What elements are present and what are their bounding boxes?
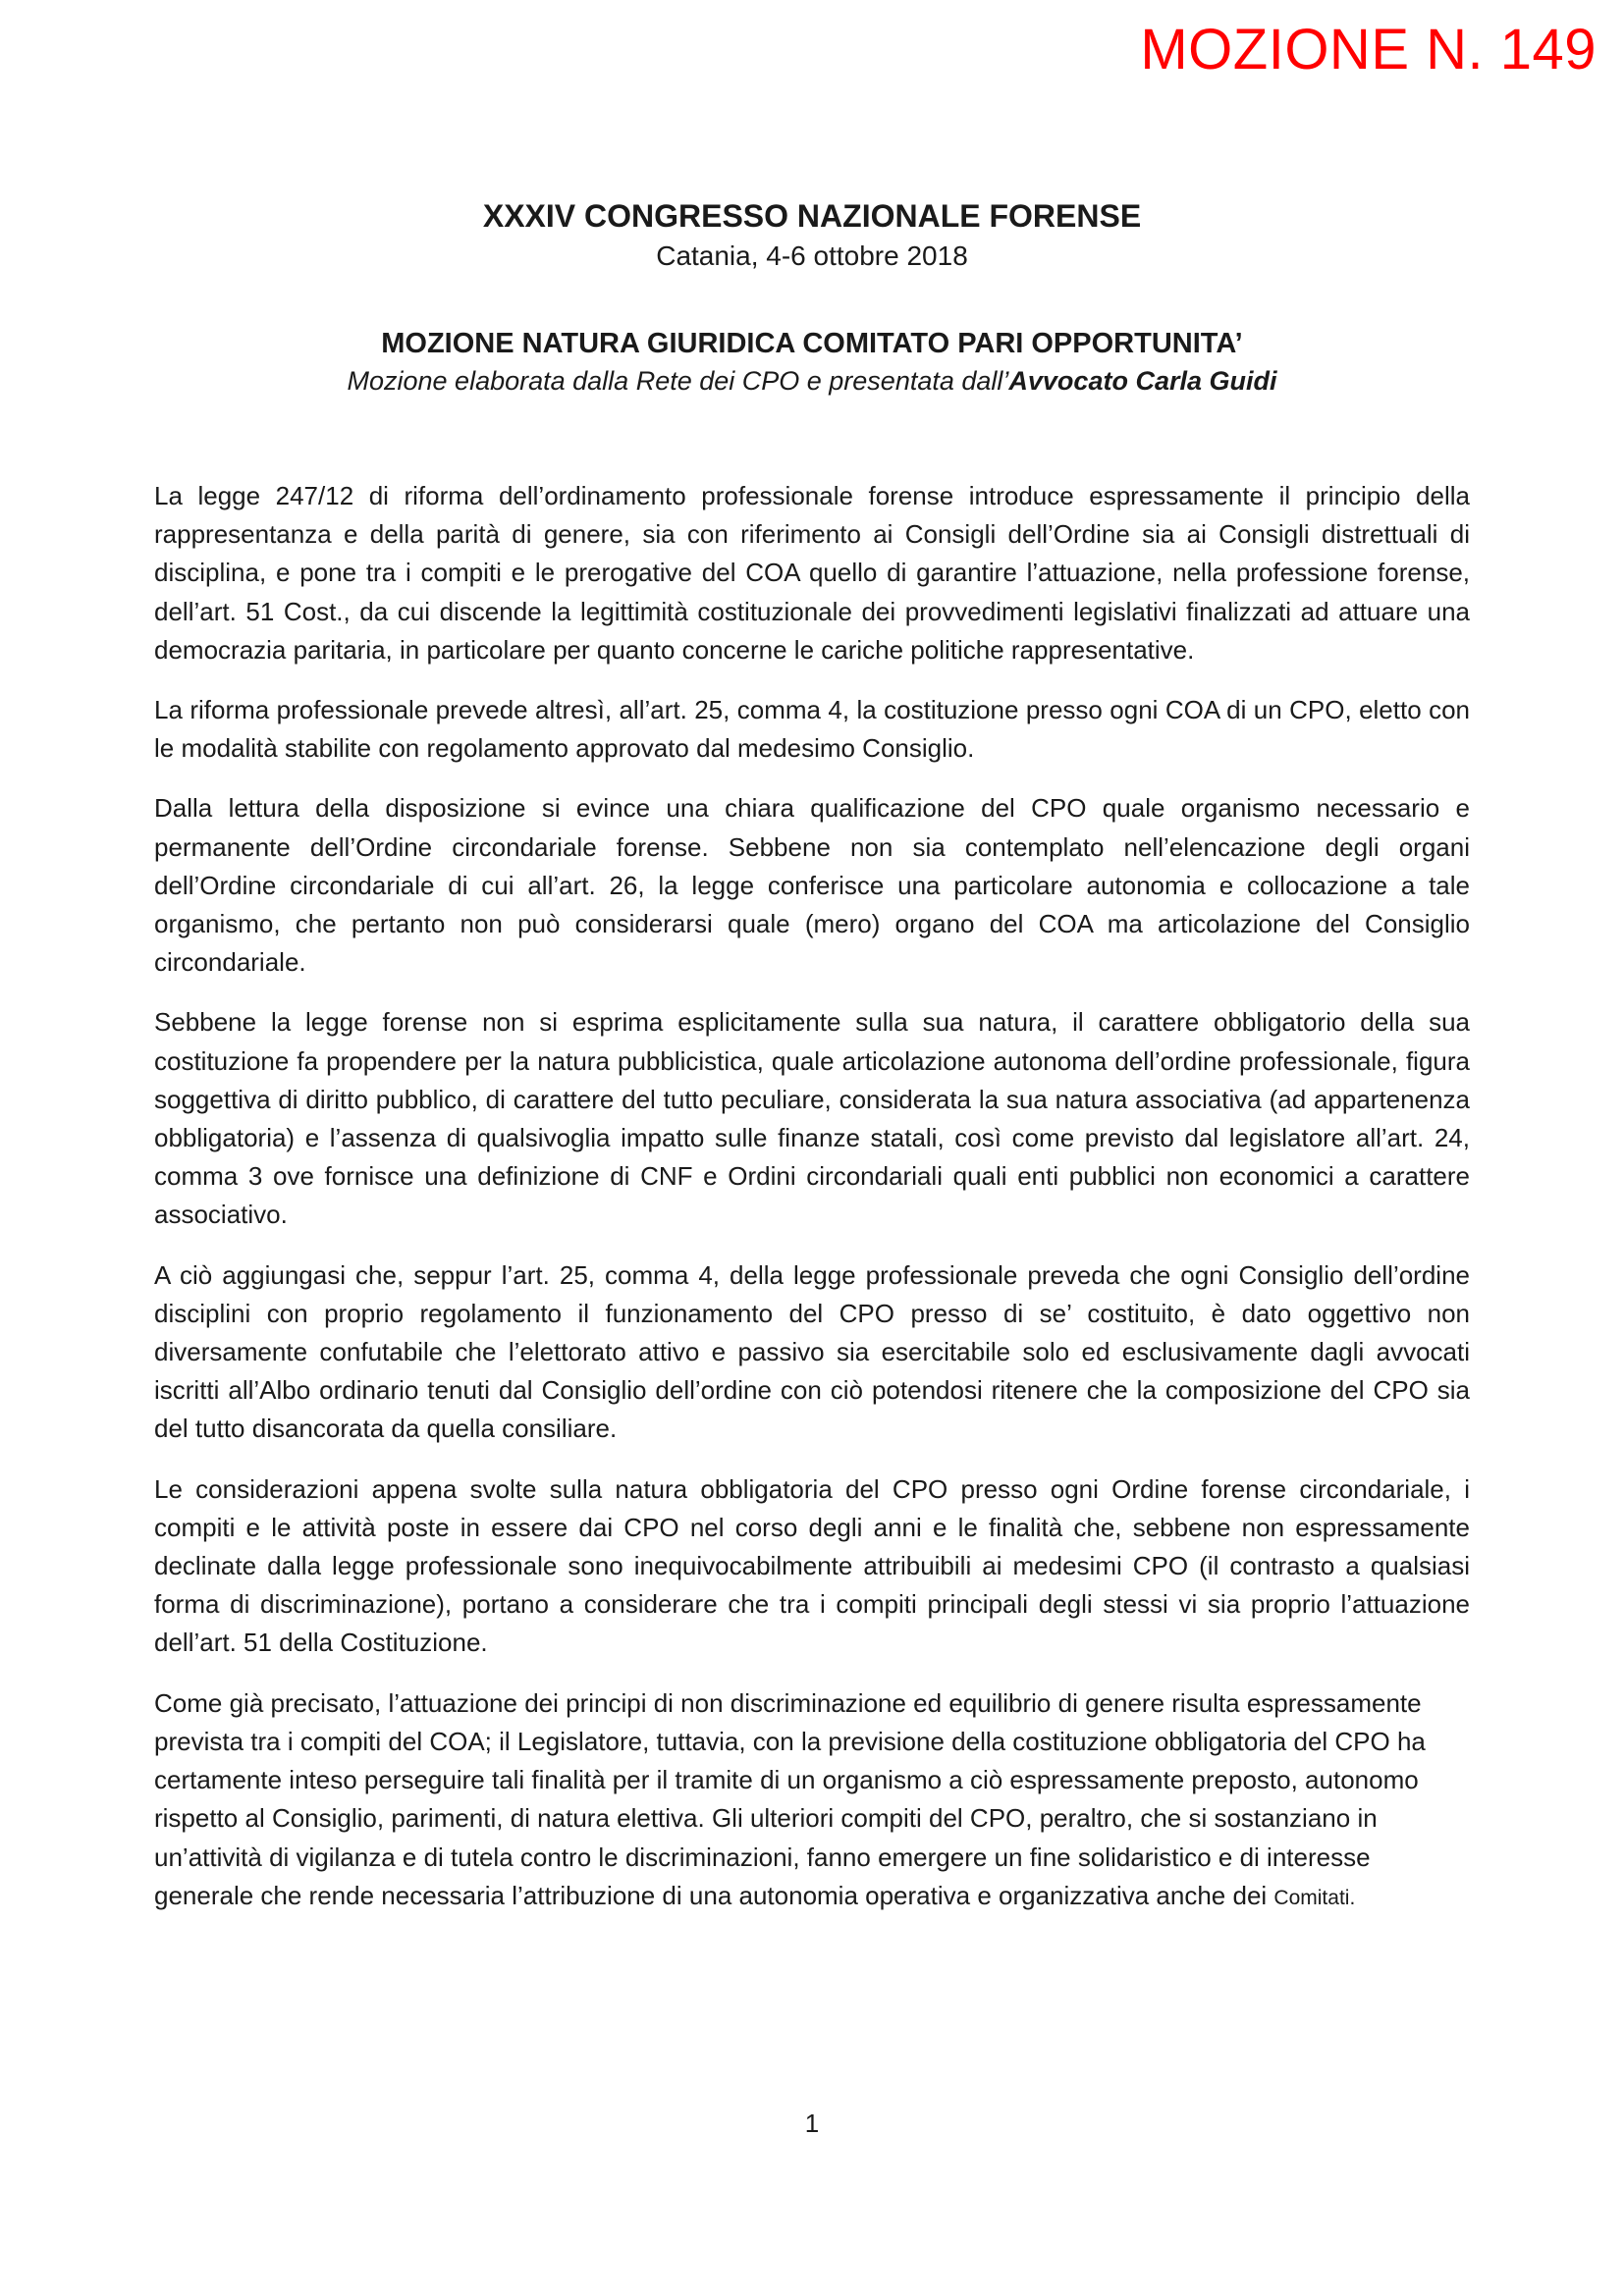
paragraph: La legge 247/12 di riforma dell’ordinamento professionale forense introduce espressamente il principio della rappresentanza e della parità di genere, sia con riferimento ai Consigli dell’Ordine sia ai Consigli distrettuali di disciplina, e pone tra i compiti e le prerogative del COA quello di garantire l’attuazione, nella professione forense, dell’art. 51 Cost., da cui discende la legittimità costituzionale dei provvedimenti legislativi finalizzati ad attuare una democrazia paritaria, in particolare per quanto concerne le cariche politiche rappresentative.: [154, 481, 1470, 665]
motion-subtitle-prefix: Mozione elaborata dalla Rete dei CPO e presentata dall’: [347, 366, 1009, 396]
page-number: 1: [804, 2109, 820, 2138]
congress-title: XXXIV CONGRESSO NAZIONALE FORENSE: [482, 198, 1142, 234]
paragraph: La riforma professionale prevede altresì, all’art. 25, comma 4, la costituzione presso ogni COA di un CPO, eletto con le modalità stabilite con regolamento approvato dal medesimo Consiglio.: [154, 695, 1470, 764]
document-body: [154, 477, 1470, 1939]
document-header: [0, 194, 1624, 399]
paragraph-last-text: Come già precisato, l’attuazione dei principi di non discriminazione ed equilibrio di genere risulta espressamente prevista tra i compiti del COA; il Legislatore, tuttavia, con la previsione della costituzione obbligatoria del CPO ha certamente inteso perseguire tali finalità per il tramite di un organismo a ciò espressamente preposto, autonomo rispetto al Consiglio, parimenti, di natura elettiva. Gli ulteriori compiti del CPO, peraltro, che si sostanziano in un’attività di vigilanza e di tutela contro le discriminazioni, fanno emergere un fine solidaristico e di interesse generale che rende necessaria l’attribuzione di una autonomia operativa e organizzativa anche dei: [154, 1687, 1426, 1910]
paragraph: Sebbene la legge forense non si esprima esplicitamente sulla sua natura, il carattere obbligatorio della sua costituzione fa propendere per la natura pubblicistica, quale articolazione autonoma dell’ordine professionale, figura soggettiva di diritto pubblico, di carattere del tutto peculiare, considerata la sua natura associativa (ad appartenenza obbligatoria) e l’assenza di qualsivoglia impatto sulle finanze statali, così come previsto dal legislatore all’art. 24, comma 3 ove fornisce una definizione di CNF e Ordini circondariali quali enti pubblici non economici a carattere associativo.: [154, 1007, 1470, 1230]
paragraph: Le considerazioni appena svolte sulla natura obbligatoria del CPO presso ogni Ordine forense circondariale, i compiti e le attività poste in essere dai CPO nel corso degli anni e le finalità che, sebbene non espressamente declinate dalla legge professionale sono inequivocabilmente attribuibili ai medesimi CPO (il contrasto a qualsiasi forma di discriminazione), portano a considerare che tra i compiti principali degli stessi vi sia proprio l’attuazione dell’art. 51 della Costituzione.: [154, 1473, 1470, 1658]
congress-place-date: Catania, 4-6 ottobre 2018: [656, 240, 968, 271]
motion-subtitle: [0, 363, 1624, 399]
motion-author: Avvocato Carla Guidi: [1008, 366, 1277, 396]
paragraph-last: [154, 1684, 1470, 1917]
paragraph: Dalla lettura della disposizione si evince una chiara qualificazione del CPO quale organismo necessario e permanente dell’Ordine circondariale forense. Sebbene non sia contemplato nell’elencazione degli organi dell’Ordine circondariale di cui all’art. 26, la legge conferisce una particolare autonomia e collocazione a tale organismo, che pertanto non può considerarsi quale (mero) organo del COA ma articolazione del Consiglio circondariale.: [154, 793, 1470, 978]
paragraph: A ciò aggiungasi che, seppur l’art. 25, comma 4, della legge professionale preveda che ogni Consiglio dell’ordine disciplini con proprio regolamento il funzionamento del CPO presso di se’ costituito, è dato oggettivo non diversamente confutabile che l’elettorato attivo e passivo sia esercitabile solo ed esclusivamente dagli avvocati iscritti all’Albo ordinario tenuti dal Consiglio dell’ordine con ciò potendosi ritenere che la composizione del CPO sia del tutto disancorata da quella consiliare.: [154, 1259, 1470, 1444]
motion-title: MOZIONE NATURA GIURIDICA COMITATO PARI OPPORTUNITA’: [381, 328, 1243, 359]
motion-number-stamp: MOZIONE N. 149: [1140, 18, 1597, 81]
paragraph-last-tail: Comitati.: [1273, 1886, 1356, 1909]
